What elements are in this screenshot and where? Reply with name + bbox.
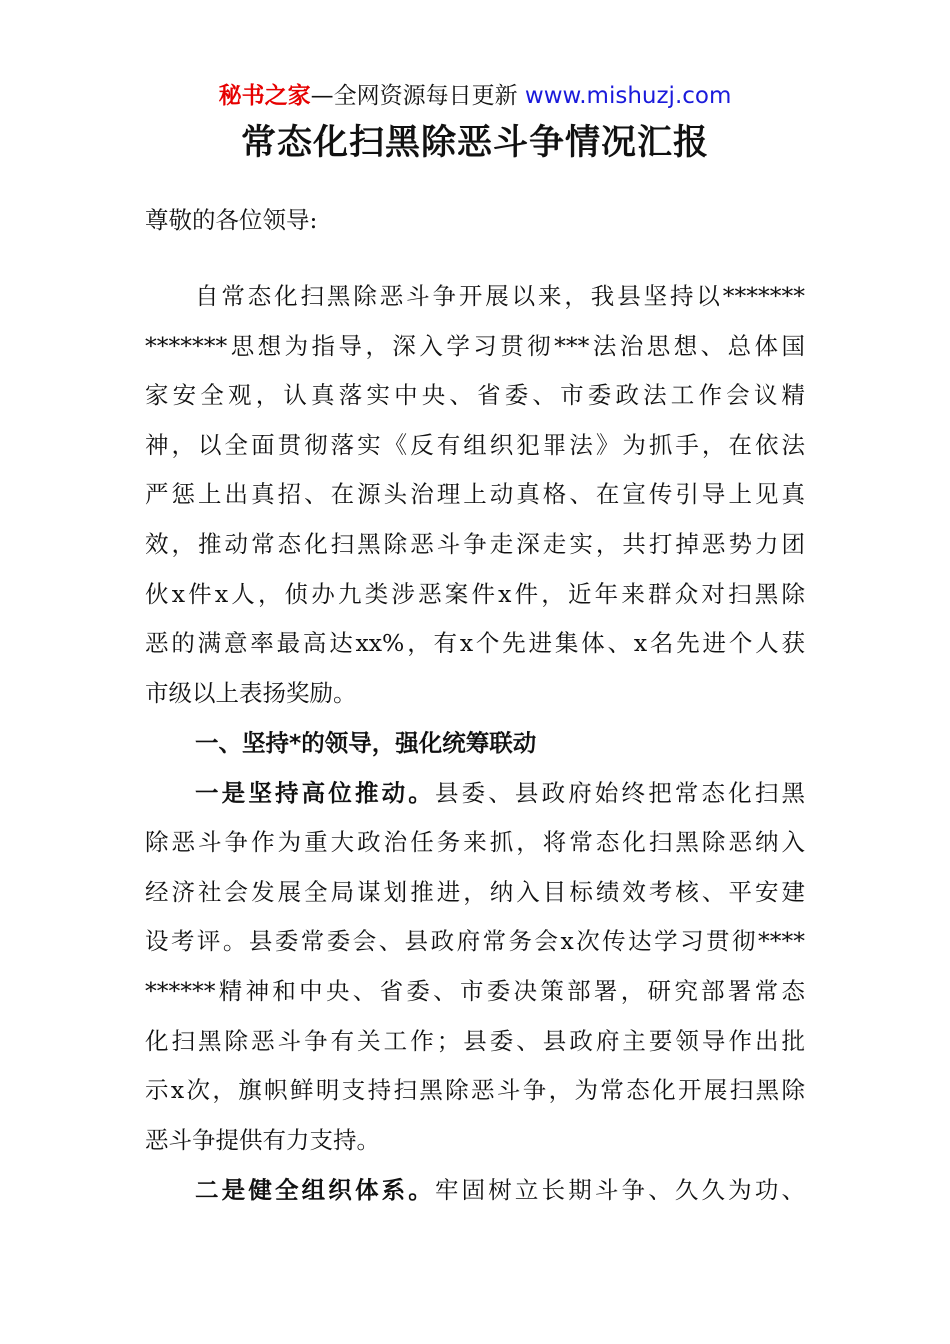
paragraph-line: 经济社会发展全局谋划推进，纳入目标绩效考核、平安建 [145,878,805,906]
paragraph-line: 家安全观，认真落实中央、省委、市委政法工作会议精 [145,381,805,409]
paragraph-lead: 二是健全组织体系。 [195,1176,435,1204]
paragraph-line: 自常态化扫黑除恶斗争开展以来，我县坚持以******* [195,282,805,310]
site-url[interactable]: www.mishuzj.com [524,83,732,109]
paragraph-line [195,773,805,813]
paragraph-line: 除恶斗争作为重大政治任务来抓，将常态化扫黑除恶纳入 [145,828,805,856]
paragraph-line: 严惩上出真招、在源头治理上动真格、在宣传引导上见真 [145,480,805,508]
paragraph-line: 效，推动常态化扫黑除恶斗争走深走实，共打掉恶势力团 [145,530,805,558]
paragraph-text: 牢固树立长期斗争、久久为功、 [434,1176,806,1204]
paragraph-line: ******精神和中央、省委、市委决策部署，研究部署常态 [145,977,805,1005]
paragraph-line: 示x次，旗帜鲜明支持扫黑除恶斗争，为常态化开展扫黑除 [145,1076,805,1104]
paragraph-line: 恶斗争提供有力支持。 [145,1126,380,1154]
paragraph-line: 伙x件x人，侦办九类涉恶案件x件，近年来群众对扫黑除 [145,580,805,608]
paragraph-line: 神，以全面贯彻落实《反有组织犯罪法》为抓手，在依法 [145,431,805,459]
site-slogan: —全网资源每日更新 [310,83,525,109]
paragraph-line: 恶的满意率最高达xx%，有x个先进集体、x名先进个人获 [145,629,805,657]
section-heading: 一、坚持*的领导，强化统筹联动 [195,729,537,757]
paragraph-text: 县委、县政府始终把常态化扫黑 [434,779,806,807]
site-brand: 秘书之家 [218,83,311,109]
paragraph-line: *******思想为指导，深入学习贯彻***法治思想、总体国 [145,332,805,360]
site-banner [0,80,950,112]
salutation: 尊敬的各位领导: [145,206,318,234]
paragraph-line: 设考评。县委常委会、县政府常务会x次传达学习贯彻**** [145,927,805,955]
document-title: 常态化扫黑除恶斗争情况汇报 [240,122,709,163]
paragraph-line: 化扫黑除恶斗争有关工作；县委、县政府主要领导作出批 [145,1027,805,1055]
paragraph-line: 市级以上表扬奖励。 [145,679,357,707]
paragraph-line [195,1170,805,1210]
paragraph-lead: 一是坚持高位推动。 [195,779,435,807]
